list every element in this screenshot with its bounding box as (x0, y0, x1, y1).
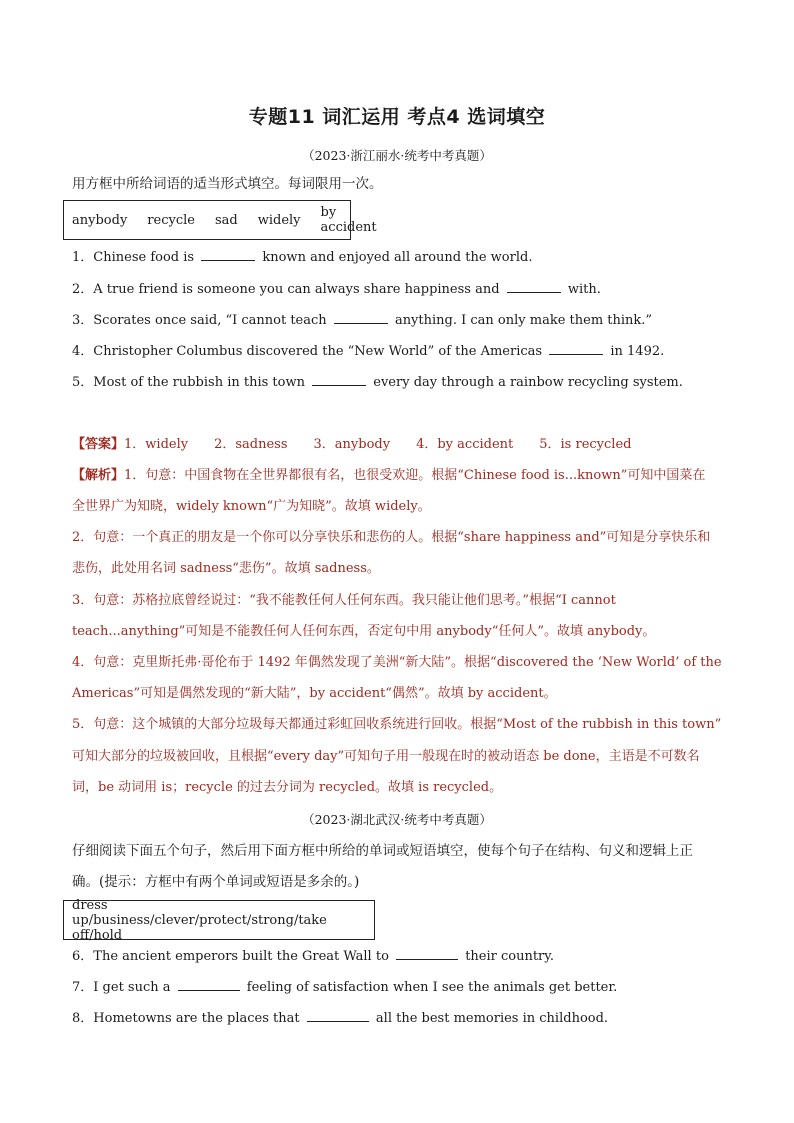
analysis-line: 5．句意：这个城镇的大部分垃圾每天都通过彩虹回收系统进行回收。根据“Most of the rubbish in this town” (72, 717, 722, 732)
answer-item: 1．widely (124, 437, 189, 452)
answer-blank[interactable] (307, 1009, 369, 1022)
answer-blank[interactable] (507, 280, 561, 293)
analysis-line: 悲伤，此处用名词 sadness“悲伤”。故填 sadness。 (72, 561, 380, 576)
word-box-text: dress up/business/clever/protect/strong/take off/hold (72, 897, 327, 943)
answer-line (72, 436, 724, 454)
question-4: 4．Christopher Columbus discovered the “New World” of the Americas in 1492. (72, 344, 665, 359)
word-box-1 (63, 200, 377, 240)
answer-item: 3．anybody (313, 437, 391, 452)
answer-item: 5．is recycled (539, 437, 632, 452)
page-title: 专题11 词汇运用 考点4 选词填空 (248, 106, 546, 128)
word-box-item: anybody (72, 212, 128, 228)
word-box-item: by accident (320, 205, 377, 235)
answer-blank[interactable] (334, 311, 388, 324)
answer-blank[interactable] (201, 248, 255, 261)
instruction-2: 确。(提示：方框中有两个单词或短语是多余的。) (72, 874, 360, 890)
answer-item: 4．by accident (416, 437, 514, 452)
question-1: 1．Chinese food is known and enjoyed all around the world. (72, 250, 533, 265)
answer-blank[interactable] (312, 373, 366, 386)
analysis-line: 词，be 动词用 is；recycle 的过去分词为 recycled。故填 is recycled。 (72, 780, 503, 795)
analysis-line: 2．句意：一个真正的朋友是一个你可以分享快乐和悲伤的人。根据“share happiness and”可知是分享快乐和 (72, 530, 711, 545)
instruction-1: 用方框中所给词语的适当形式填空。每词限用一次。 (72, 176, 383, 192)
answer-blank[interactable] (549, 342, 603, 355)
word-box-item: widely (257, 212, 301, 228)
question-7: 7．I get such a feeling of satisfaction when I see the animals get better. (72, 980, 618, 995)
question-5: 5．Most of the rubbish in this town every day through a rainbow recycling system. (72, 375, 683, 390)
question-2: 2．A true friend is someone you can always share happiness and with. (72, 282, 601, 297)
analysis-line: teach...anything”可知是不能教任何人任何东西，否定句中用 anybody“任何人”。故填 anybody。 (72, 624, 656, 639)
analysis-line: 全世界广为知晓，widely known“广为知晓”。故填 widely。 (72, 499, 431, 514)
question-6: 6．The ancient emperors built the Great Wall to their country. (72, 949, 555, 964)
analysis-line: Americas”可知是偶然发现的“新大陆”，by accident“偶然”。故填 by accident。 (72, 686, 557, 701)
answer-blank[interactable] (178, 978, 240, 991)
question-8: 8．Hometowns are the places that all the best memories in childhood. (72, 1011, 609, 1026)
source-note-2: （2023·湖北武汉·统考中考真题） (302, 812, 492, 827)
answer-label: 【答案】 (72, 437, 125, 452)
analysis-label: 【解析】 (72, 468, 125, 483)
answer-item: 2．sadness (214, 437, 288, 452)
source-note-1: （2023·浙江丽水·统考中考真题） (302, 148, 492, 163)
word-box-item: sad (214, 212, 238, 228)
analysis-line: 【解析】1．句意：中国食物在全世界都很有名，也很受欢迎。根据“Chinese food is...known”可知中国菜在 (72, 468, 706, 483)
word-box-2 (63, 897, 375, 943)
analysis-line: 3．句意：苏格拉底曾经说过：“我不能教任何人任何东西。我只能让他们思考。”根据“I cannot (72, 593, 616, 608)
word-box-item: recycle (147, 212, 195, 228)
analysis-line: 可知大部分的垃圾被回收，且根据“every day”可知句子用一般现在时的被动语态 be done，主语是不可数名 (72, 749, 700, 764)
question-3: 3．Scorates once said, “I cannot teach anything. I can only make them think.” (72, 313, 653, 328)
instruction-2: 仔细阅读下面五个句子，然后用下面方框中所给的单词或短语填空，使每个句子在结构、句义和逻辑上正 (72, 843, 693, 859)
analysis-line: 4．句意：克里斯托弗·哥伦布于 1492 年偶然发现了美洲“新大陆”。根据“discovered the ‘New World’ of the (72, 655, 722, 670)
answer-blank[interactable] (396, 947, 458, 960)
